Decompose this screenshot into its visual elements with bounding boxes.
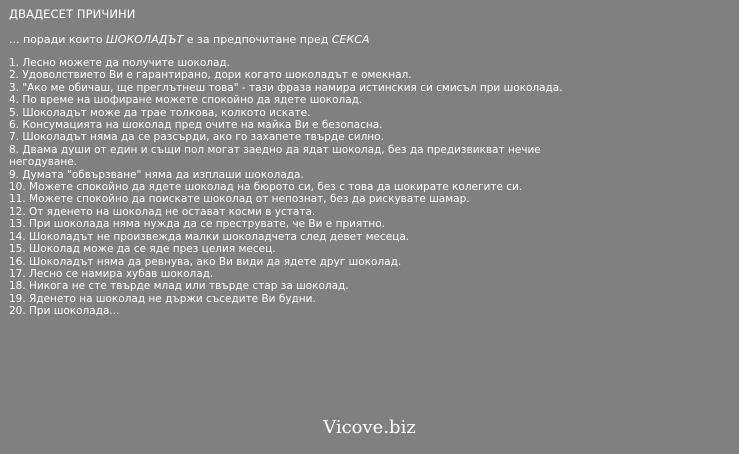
subtitle-prefix: ... поради които: [9, 33, 107, 46]
reason-item: 3. "Ако ме обичаш, ще преглътнеш това" - тази фраза намира истинския си смисъл при шоколада.: [9, 81, 563, 94]
reason-item: 12. От яденето на шоколад не остават косми в устата.: [9, 205, 316, 218]
reason-item: 14. Шоколадът не произвежда малки шоколадчета след девет месеца.: [9, 230, 410, 243]
reason-item: 15. Шоколад може да се яде през целия месец.: [9, 243, 276, 256]
subtitle-chocolate: ШОКОЛАДЪТ: [106, 33, 184, 46]
subtitle-middle: е за предпочитане пред: [183, 33, 332, 46]
page-title: ДВАДЕСЕТ ПРИЧИНИ: [9, 7, 136, 21]
watermark: Vicove.biz: [323, 417, 416, 438]
reason-item: 8. Двама души от един и същи пол могат заедно да ядат шоколад, без да предизвикват нечие негодуване.: [9, 143, 541, 169]
reason-item: 7. Шоколадът няма да се разсърди, ако го захапете твърде силно.: [9, 131, 384, 144]
reason-item: 17. Лесно се намира хубав шоколад.: [9, 267, 214, 280]
reason-item: 6. Консумацията на шоколад пред очите на майка Ви е безопасна.: [9, 119, 383, 132]
reason-item: 13. При шоколада няма нужда да се преструвате, че Ви е приятно.: [9, 218, 385, 231]
reason-item: 9. Думата "обвързване" няма да изплаши шоколада.: [9, 168, 304, 181]
reason-item: 4. По време на шофиране можете спокойно да ядете шоколад.: [9, 94, 363, 107]
reason-item: 11. Можете спокойно да поискате шоколад от непознат, без да рискувате шамар.: [9, 193, 470, 206]
subtitle-sex: СЕКСА: [331, 33, 370, 46]
reason-item: 5. Шоколадът може да трае толкова, колкото искате.: [9, 106, 311, 119]
subtitle: [9, 33, 729, 47]
reason-item: 1. Лесно можете да получите шоколад.: [9, 57, 231, 69]
reason-item: 10. Можете спокойно да ядете шоколад на бюрото си, без с това да шокирате колегите си.: [9, 181, 523, 194]
reason-item: 18. Никога не сте твърде млад или твърде стар за шоколад.: [9, 280, 349, 293]
article: [9, 7, 729, 318]
reason-item: 16. Шоколадът няма да ревнува, ако Ви види да ядете друг шоколад.: [9, 255, 402, 268]
reason-item: 19. Яденето на шоколад не държи съседите Ви будни.: [9, 292, 316, 305]
reason-item: 20. При шоколада...: [9, 305, 120, 318]
reason-item: 2. Удоволствието Ви е гарантирано, дори когато шоколадът е омекнал.: [9, 69, 412, 82]
reasons-list: [9, 57, 579, 318]
